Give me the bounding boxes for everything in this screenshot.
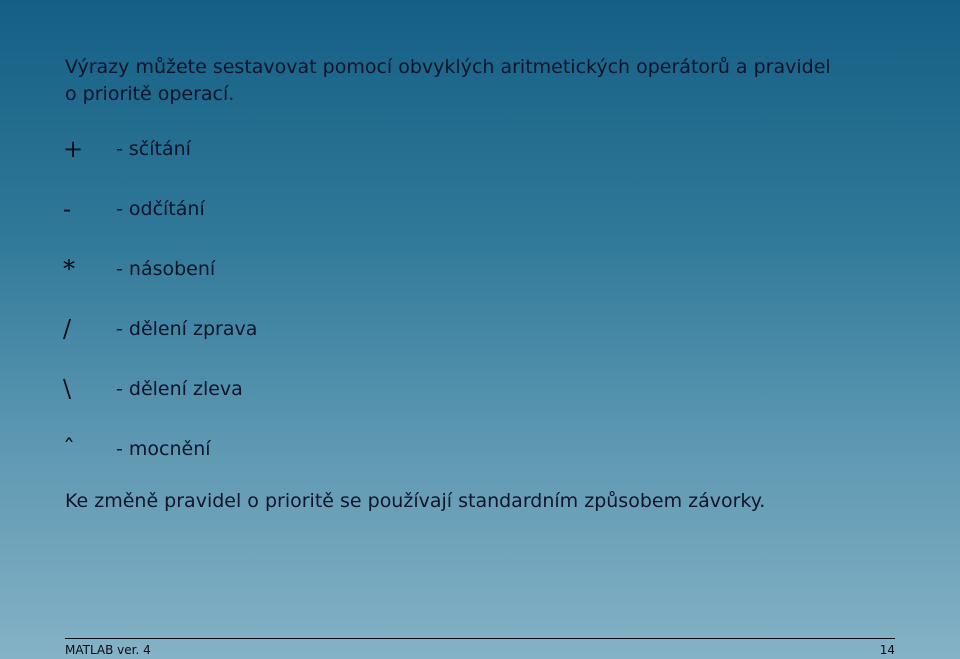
operator-symbol: / (63, 315, 72, 343)
operator-row-divide-right (0, 314, 960, 344)
operator-symbol: - (63, 195, 72, 223)
intro-line-2: o prioritě operací. (65, 83, 235, 105)
operator-description: - odčítání (116, 198, 205, 220)
intro-paragraph (65, 54, 885, 108)
operator-row-minus (0, 194, 960, 224)
operator-symbol: * (63, 255, 75, 283)
operator-description: - násobení (116, 258, 216, 280)
operator-row-plus (0, 134, 960, 164)
page-number: 14 (879, 643, 895, 657)
operator-symbol: ˆ (63, 435, 75, 463)
operator-symbol: + (63, 135, 84, 163)
operator-row-divide-left (0, 374, 960, 404)
footer-divider (65, 638, 895, 639)
operator-symbol: \ (63, 375, 72, 403)
operator-row-multiply (0, 254, 960, 284)
operator-description: - sčítání (116, 138, 191, 160)
intro-line-1: Výrazy můžete sestavovat pomocí obvyklých aritmetických operátorů a pravidel (65, 56, 831, 78)
footer-title: MATLAB ver. 4 (65, 643, 151, 657)
outro-paragraph: Ke změně pravidel o prioritě se používají standardním způsobem závorky. (65, 490, 766, 512)
operator-row-power (0, 434, 960, 464)
operator-description: - dělení zprava (116, 318, 258, 340)
operator-description: - mocnění (116, 438, 211, 460)
operator-description: - dělení zleva (116, 378, 243, 400)
